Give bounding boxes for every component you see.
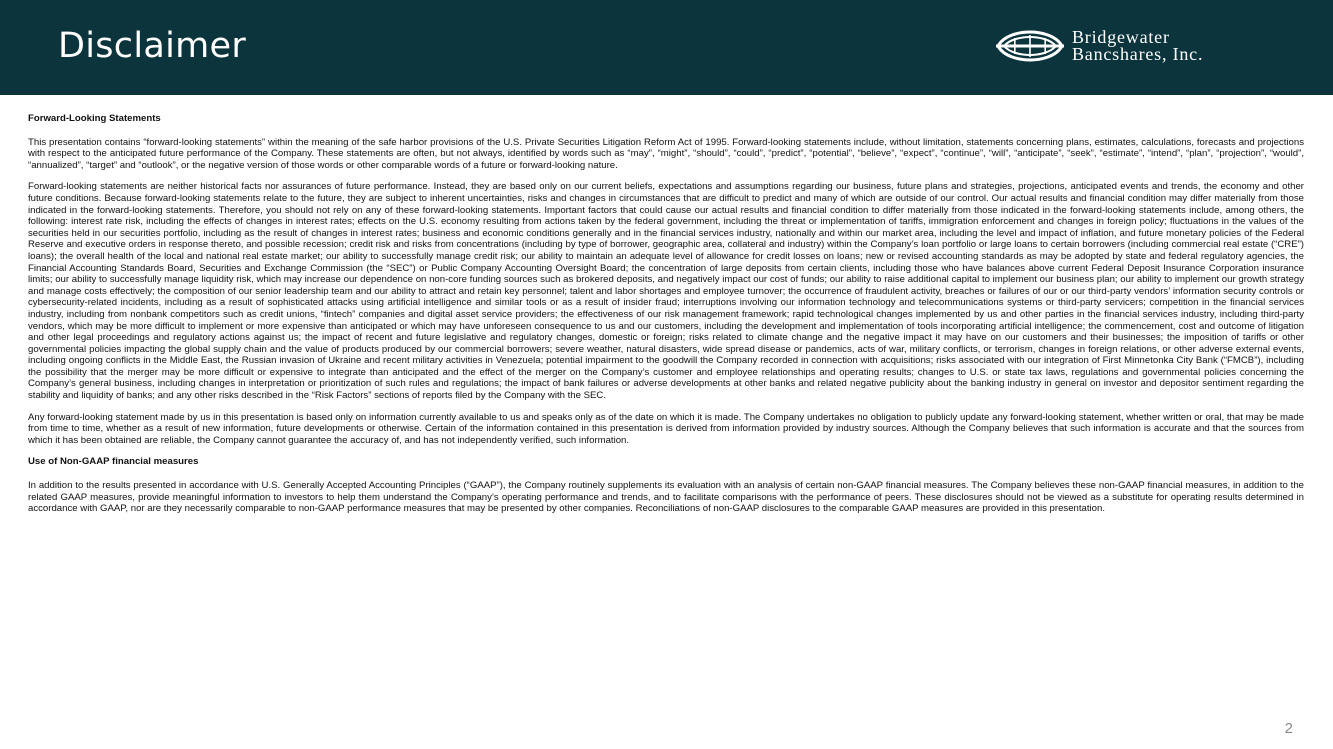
forward-looking-paragraph-1: This presentation contains “forward-looking statements” within the meaning of the safe harbor provisions of the U.S. Private Securities Litigation Reform Act of 1995. Forward-looking statements include, without limitation, statements concerning plans, estimates, calculations, forecasts and projections with respect to the anticipated future performance of the Company. These statements are often, but not always, identified by words such as “may”, “might”, “should”, “could”, “predict”, “potential”, “believe”, “expect”, “continue”, “will”, “anticipate”, “seek”, “estimate”, “intend”, “plan”, “projection”, “would”, “annualized”, “target” and “outlook”, or the negative version of those words or other comparable words of a future or forward-looking nature. — [28, 136, 1304, 171]
forward-looking-paragraph-3: Any forward-looking statement made by us in this presentation is based only on information currently available to us and speaks only as of the date on which it is made. The Company undertakes no obligation to publicly update any forward-looking statement, whether written or oral, that may be made from time to time, whether as a result of new information, future developments or otherwise. Certain of the information contained in this presentation is derived from information provided by industry sources. Although the Company believes that such information is accurate and that the sources from which it has been obtained are reliable, the Company cannot guarantee the accuracy of, and has not independently verified, such information. — [28, 411, 1304, 446]
forward-looking-heading: Forward-Looking Statements — [28, 113, 161, 124]
header-bar — [0, 0, 1333, 95]
non-gaap-heading: Use of Non-GAAP financial measures — [28, 456, 199, 468]
forward-looking-paragraph-2: Forward-looking statements are neither historical facts nor assurances of future performance. Instead, they are based only on our current beliefs, expectations and assumptions regarding our business, future plans and strategies, projections, anticipated events and trends, the economy and other future conditions. Because forward-looking statements relate to the future, they are subject to inherent uncertainties, risks and changes in circumstances that are difficult to predict and many of which are outside of our control. Our actual results and financial condition may differ materially from those indicated in the forward-looking statements. Therefore, you should not rely on any of these forward-looking statements. Important factors that could cause our actual results and financial condition to differ materially from those indicated in the forward-looking statements include, among others, the following: interest rate risk, including the effects of changes in interest rates; effects on the U.S. economy resulting from actions taken by the federal government, including the threat or implementation of tariffs, immigration enforcement and changes in foreign policy; fluctuations in the values of the securities held in our securities portfolio, including as the result of changes in interest rates; business and economic conditions generally and in the financial services industry, nationally and within our market area, including the level and impact of inflation, and future monetary policies of the Federal Reserve and executive orders in response thereto, and possible recession; credit risk and risks from concentrations (including by type of borrower, geographic area, collateral and industry) within the Company’s loan portfolio or large loans to certain borrowers (including commercial real estate (“CRE”) loans); the overall health of the local and national real estate market; our ability to successfully manage credit risk; our ability to maintain an adequate level of allowance for credit losses on loans; new or revised accounting standards as may be adopted by state and federal regulatory agencies, the Financial Accounting Standards Board, Securities and Exchange Commission (the “SEC”) or Public Company Accounting Oversight Board; the concentration of large deposits from certain clients, including those who have balances above current Federal Deposit Insurance Corporation insurance limits; our ability to successfully manage liquidity risk, which may increase our dependence on non-core funding sources such as brokered deposits, and negatively impact our cost of funds; our ability to raise additional capital to implement our business plan; our ability to implement our growth strategy and manage costs effectively; the composition of our senior leadership team and our ability to attract and retain key personnel; talent and labor shortages and employee turnover; the occurrence of fraudulent activity, breaches or failures of our or our third-party vendors’ information security controls or cybersecurity-related incidents, including as a result of sophisticated attacks using artificial intelligence and similar tools or as a result of insider fraud; interruptions involving our information technology and telecommunications systems or third-party servicers; competition in the financial services industry, including from nonbank competitors such as credit unions, “fintech” companies and digital asset service providers; the effectiveness of our risk management framework; rapid technological changes implemented by us and other parties in the financial services industry, including third-party vendors, which may be more difficult to implement or more expensive than anticipated or which may have unforeseen consequence to us and our customers, including the development and implementation of tools incorporating artificial intelligence; the commencement, cost and outcome of litigation and other legal proceedings and regulatory actions against us; the impact of recent and future legislative and regulatory changes, domestic or foreign; risks related to climate change and the negative impact it may have on our customers and their businesses; the imposition of tariffs or other governmental policies impacting the global supply chain and the value of products produced by our commercial borrowers; severe weather, natural disasters, wide spread disease or pandemics, acts of war, military conflicts, or terrorism, changes in foreign relations, or other adverse external events, including ongoing conflicts in the Middle East, the Russian invasion of Ukraine and recent military activities in Venezuela; potential impairment to the goodwill the Company recorded in connection with acquisitions; risks associated with our integration of First Minnetonka City Bank (“FMCB”), including the possibility that the merger may be more difficult or expensive to integrate than anticipated and the effect of the merger on the Company’s customer and employee relationships and operating results; changes to U.S. or state tax laws, regulations and governmental policies concerning the Company’s general business, including changes in interpretation or prioritization of such rules and regulations; the impact of bank failures or adverse developments at other banks and related negative publicity about the banking industry in general on investor and depositor sentiment regarding the stability and liquidity of banks; and any other risks described in the “Risk Factors” sections of reports filed by the Company with the SEC. — [28, 181, 1304, 402]
page-title: Disclaimer — [58, 26, 247, 66]
disclaimer-body — [28, 113, 1304, 525]
logo-wordmark — [1072, 29, 1203, 63]
company-logo — [994, 28, 1203, 64]
logo-line-1: Bridgewater — [1072, 27, 1170, 47]
logo-line-2: Bancshares, Inc. — [1072, 44, 1204, 64]
bridgewater-logo-icon — [994, 29, 1066, 63]
non-gaap-paragraph: In addition to the results presented in accordance with U.S. Generally Accepted Accounting Principles (“GAAP”), the Company routinely supplements its evaluation with an analysis of certain non-GAAP financial measures. The Company believes these non-GAAP financial measures, in addition to the related GAAP measures, provide meaningful information to investors to help them understand the Company’s operating performance and trends, and to facilitate comparisons with the performance of peers. These disclosures should not be viewed as a substitute for operating results determined in accordance with GAAP, nor are they necessarily comparable to non-GAAP performance measures that may be presented by other companies. Reconciliations of non-GAAP disclosures to the comparable GAAP measures are provided in this presentation. — [28, 480, 1304, 515]
page-number: 2 — [1284, 720, 1293, 737]
